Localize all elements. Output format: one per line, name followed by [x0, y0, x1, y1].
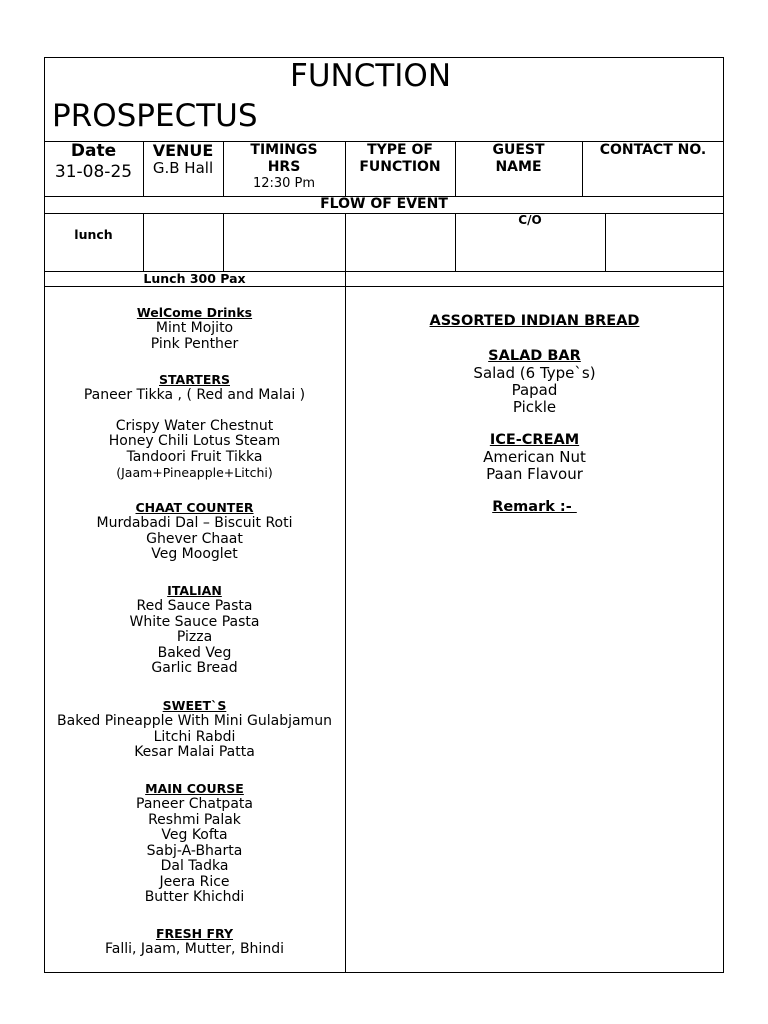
rule-v6 — [143, 213, 144, 271]
rule-v7 — [223, 213, 224, 271]
rule-flow-bottom — [44, 213, 724, 214]
venue-label: VENUE — [152, 141, 214, 160]
menu-item: Kesar Malai Patta — [134, 744, 255, 760]
main-course-heading: MAIN COURSE — [145, 781, 244, 796]
menu-item: Veg Mooglet — [151, 546, 238, 562]
welcome-drinks-heading: WelCome Drinks — [136, 305, 253, 320]
chaat-heading: CHAAT COUNTER — [135, 500, 254, 515]
title-line-1: FUNCTION — [290, 58, 452, 94]
lunch-pax: Lunch 300 Pax — [143, 271, 246, 286]
menu-item: Crispy Water Chestnut — [115, 417, 274, 434]
menu-item: Sabj-A-Bharta — [146, 842, 243, 859]
date-value: 31-08-25 — [54, 162, 133, 182]
flow-meal: lunch — [74, 227, 113, 242]
title-line-2: PROSPECTUS — [52, 98, 258, 134]
menu-item: Murdabadi Dal – Biscuit Roti — [96, 515, 293, 531]
venue-cell — [143, 142, 223, 177]
menu-item: White Sauce Pasta — [129, 613, 260, 630]
menu-item: Papad — [511, 381, 558, 399]
fresh-fry-heading: FRESH FRY — [155, 926, 234, 941]
remark-heading: Remark :- — [492, 499, 577, 515]
menu-item: Salad (6 Type`s) — [473, 364, 596, 382]
timings-cell — [223, 142, 345, 191]
type-label-2: FUNCTION — [359, 159, 441, 175]
menu-item: Jeera Rice — [159, 873, 230, 890]
menu-note: (Jaam+Pineapple+Litchi) — [116, 465, 273, 480]
type-label-1: TYPE OF — [367, 142, 433, 158]
menu-item: Paneer Tikka , ( Red and Malai ) — [83, 387, 306, 403]
menu-item: American Nut — [483, 448, 586, 466]
sweets-section — [44, 698, 345, 761]
rule-v10 — [605, 213, 606, 271]
menu-item: Pizza — [176, 629, 213, 645]
salad-bar-heading: SALAD BAR — [488, 348, 581, 364]
guest-cell — [455, 142, 582, 176]
menu-item: Dal Tadka — [160, 858, 229, 874]
rule-pax-bottom — [44, 286, 724, 287]
italian-section — [44, 583, 345, 677]
menu-item: Baked Veg — [157, 644, 232, 661]
fresh-fry-section — [44, 926, 345, 958]
flow-title: FLOW OF EVENT — [320, 196, 448, 212]
menu-item: Falli, Jaam, Mutter, Bhindi — [105, 941, 284, 957]
contact-cell — [582, 142, 724, 159]
starters-section — [44, 372, 345, 480]
bread-section — [345, 313, 724, 330]
menu-item: Litchi Rabdi — [153, 728, 236, 745]
timings-value: 12:30 Pm — [252, 176, 316, 191]
salad-bar-section — [345, 348, 724, 416]
guest-label-2: NAME — [495, 159, 542, 175]
date-cell — [44, 142, 143, 183]
menu-item: Butter Khichdi — [144, 889, 245, 905]
remark-section — [345, 499, 724, 516]
welcome-drinks-section — [44, 305, 345, 352]
menu-item: Reshmi Palak — [148, 811, 241, 828]
ice-cream-section — [345, 432, 724, 483]
menu-item: Paan Flavour — [486, 465, 583, 483]
starters-heading: STARTERS — [159, 372, 230, 387]
menu-item: Mint Mojito — [155, 320, 234, 336]
menu-item: Baked Pineapple With Mini Gulabjamun — [57, 713, 332, 729]
menu-item: Red Sauce Pasta — [136, 598, 253, 614]
contact-label: CONTACT NO. — [599, 142, 707, 158]
venue-value: G.B Hall — [152, 159, 214, 177]
timings-label-2: HRS — [267, 159, 301, 175]
menu-item: Honey Chili Lotus Steam — [108, 433, 281, 449]
main-course-section — [44, 781, 345, 906]
menu-item: Garlic Bread — [151, 660, 238, 676]
menu-item: Ghever Chaat — [146, 530, 243, 547]
italian-heading: ITALIAN — [167, 583, 222, 598]
menu-item: Paneer Chatpata — [136, 796, 253, 812]
type-cell — [345, 142, 455, 176]
ice-cream-heading: ICE-CREAM — [489, 432, 580, 448]
chaat-section — [44, 500, 345, 563]
flow-co: C/O — [518, 213, 542, 227]
menu-item: Tandoori Fruit Tikka — [126, 448, 263, 465]
rule-v8 — [345, 213, 346, 271]
timings-label-1: TIMINGS — [250, 142, 318, 158]
guest-label-1: GUEST — [492, 142, 545, 158]
menu-item: Veg Kofta — [161, 827, 228, 843]
menu-item: Pink Penther — [150, 335, 239, 352]
bread-heading: ASSORTED INDIAN BREAD — [429, 313, 640, 329]
date-label: Date — [70, 141, 117, 161]
sweets-heading: SWEET`S — [162, 698, 227, 713]
menu-item: Pickle — [512, 398, 557, 416]
